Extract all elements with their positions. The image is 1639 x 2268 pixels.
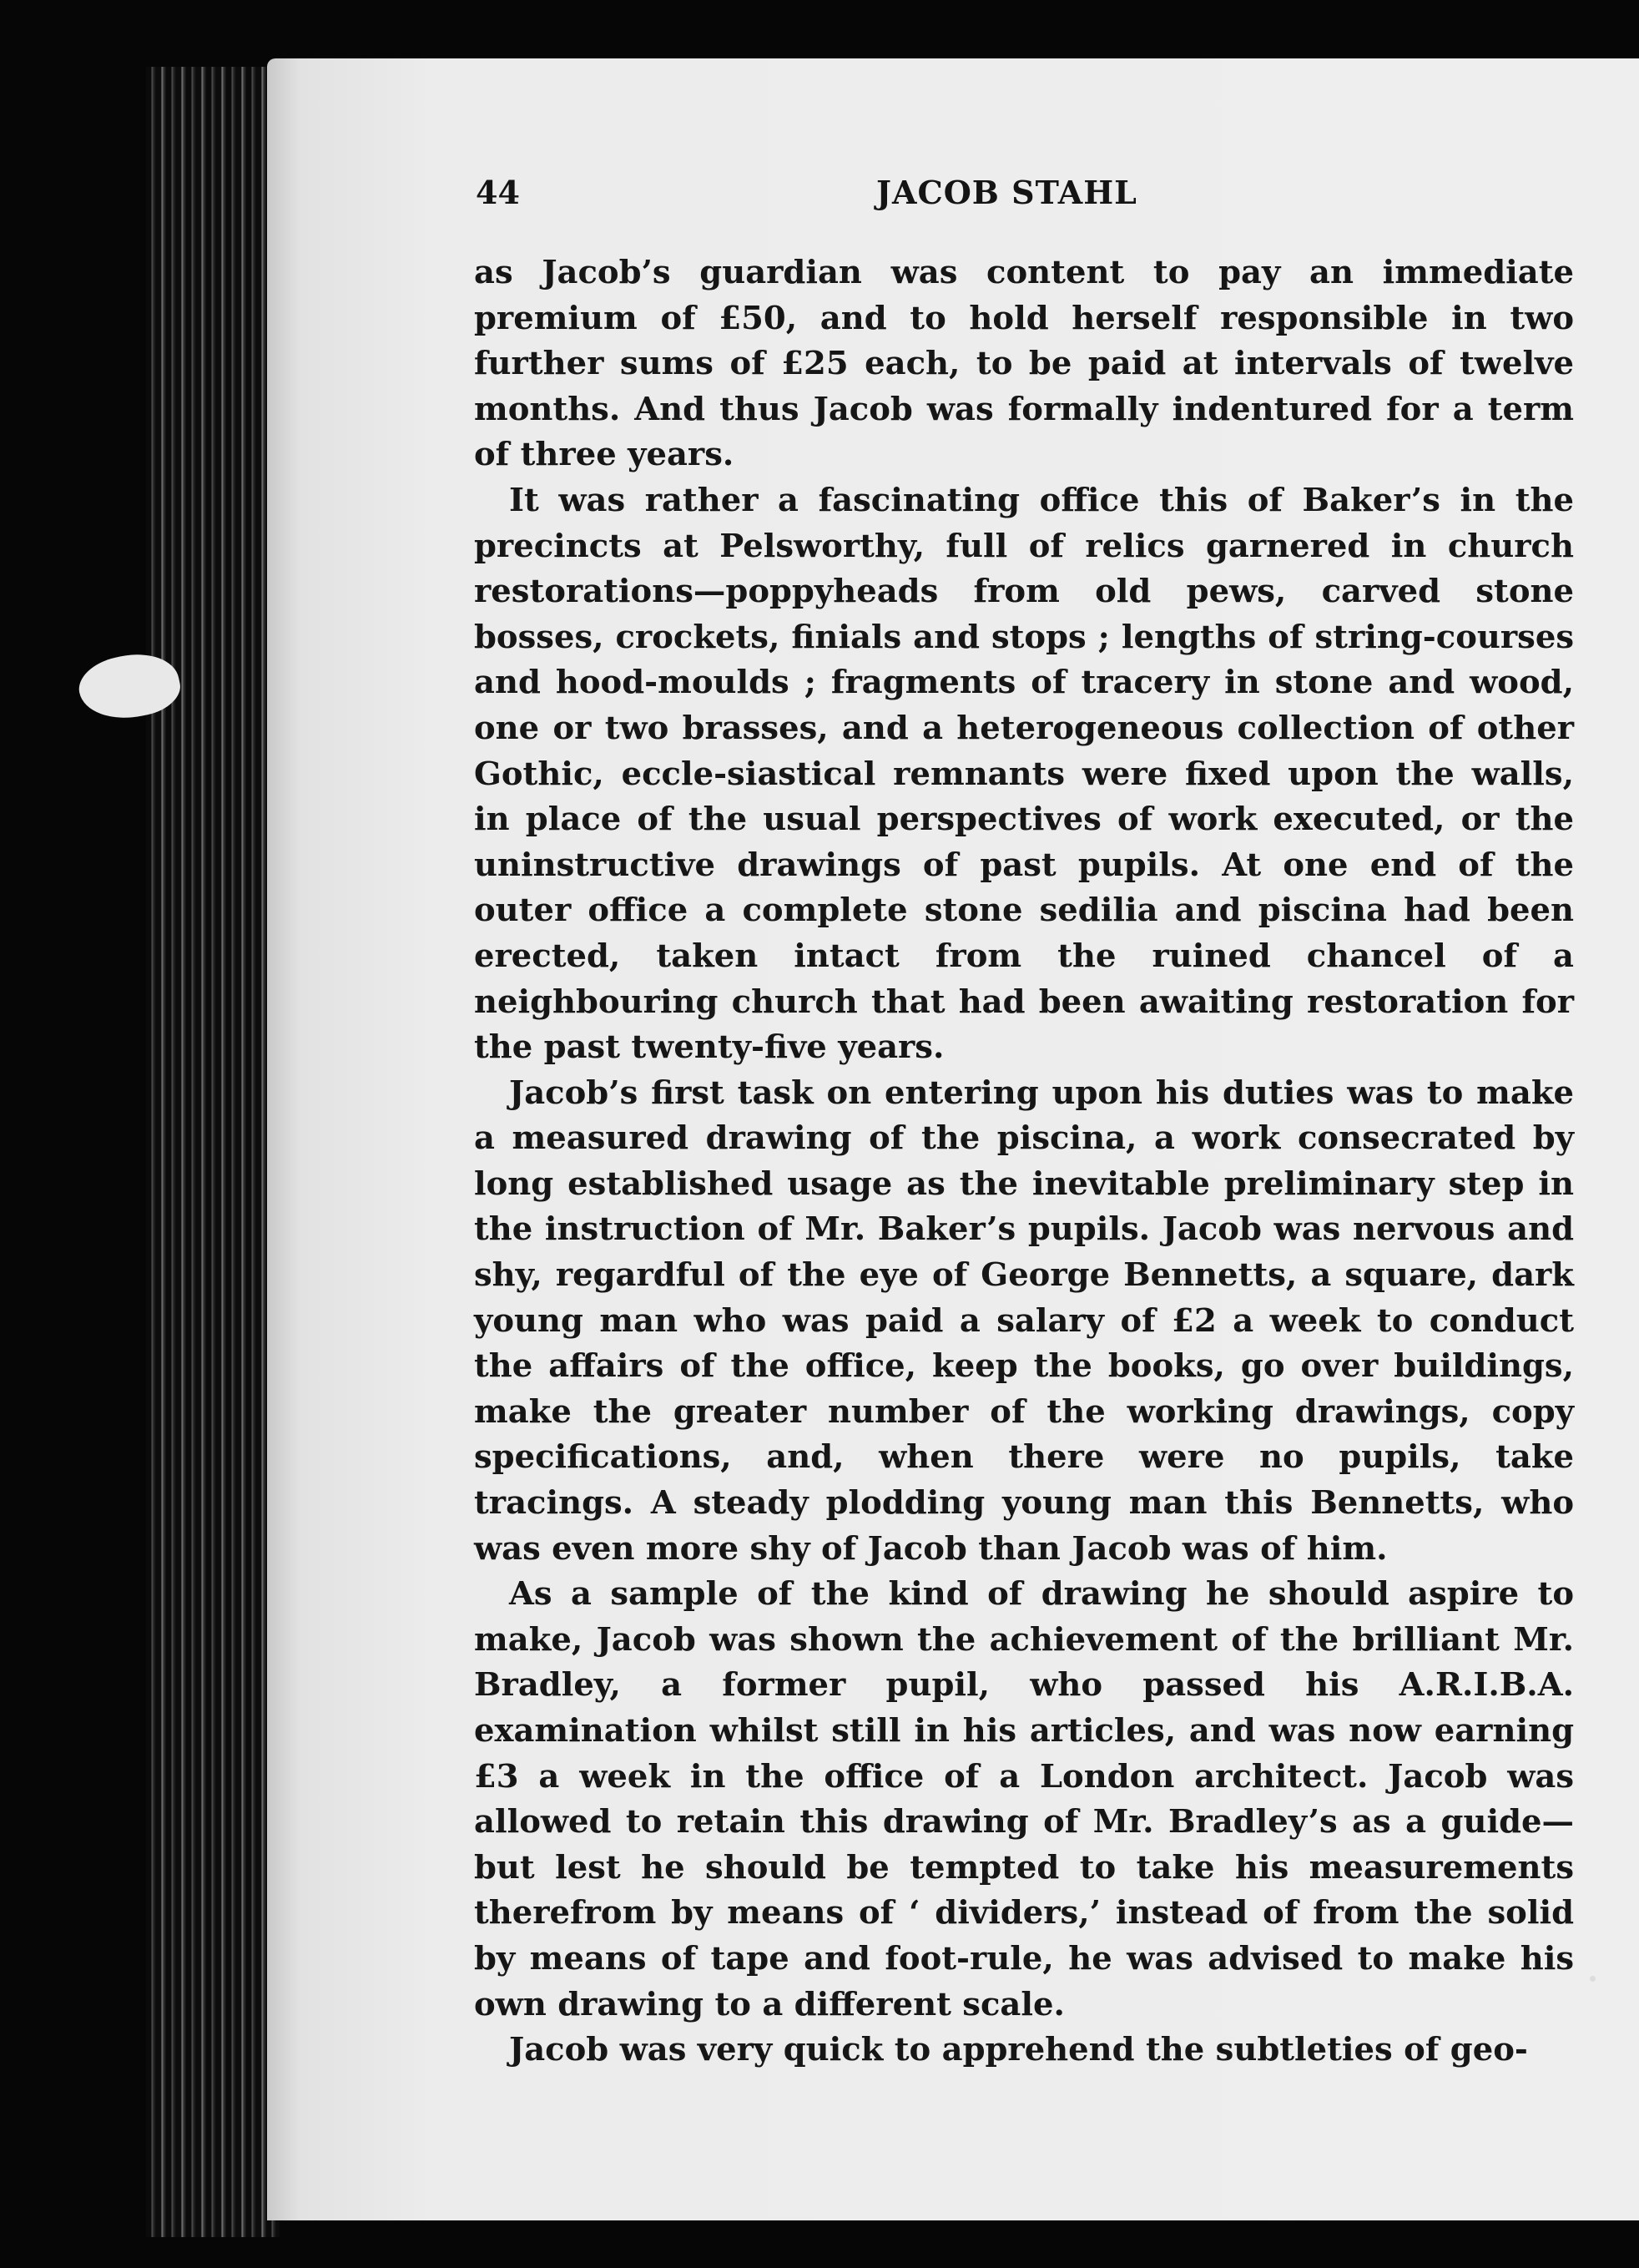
paragraph-3: Jacob’s first task on entering upon his duties was to make a measured drawing of the piscina, a work consecrated by long established usage as the inevitable preliminary step in the instruction of Mr. Baker’s pupils. Jacob was nervous and shy, regardful of the eye of George Bennetts, a square, dark young man who was paid a salary of £2 a week to conduct the affairs of the office, keep the books, go over buildings, make the greater number of the working drawings, copy specifications, and, when there were no pupils, take tracings. A steady plodding young man this Bennetts, who was even more shy of Jacob than Jacob was of him. xyxy=(474,1073,1574,1568)
running-head xyxy=(476,174,1577,224)
paragraph-1: as Jacob’s guardian was content to pay an immediate premium of £50, and to hold herself responsible in two further sums of £25 each, to be paid at intervals of twelve months. And thus Jacob was formally indentured for a term of three years. xyxy=(474,254,1574,474)
body-text xyxy=(474,250,1574,2074)
scan-speck xyxy=(1590,1976,1596,1982)
book-spine xyxy=(146,67,280,2237)
paragraph-5: Jacob was very quick to apprehend the subtleties of geo- xyxy=(509,2031,1528,2069)
paragraph-2: It was rather a fascinating office this of Baker’s in the precincts at Pelsworthy, full of relics garnered in church restorations—poppyheads from old pews, carved stone bosses, crockets, finials and stops ; lengths of string-courses and hood-moulds ; fragments of tracery in stone and wood, one or two brasses, and a heterogeneous collection of other Gothic, eccle-siastical remnants were fixed upon the walls, in place of the usual perspectives of work executed, or the uninstructive drawings of past pupils. At one end of the outer office a complete stone sedilia and piscina had been erected, taken intact from the ruined chancel of a neighbouring church that had been awaiting restoration for the past twenty-five years. xyxy=(474,481,1574,1067)
paragraph-4: As a sample of the kind of drawing he should aspire to make, Jacob was shown the achievement of the brilliant Mr. Bradley, a former pupil, who passed his A.R.I.B.A. examination whilst still in his articles, and was now earning £3 a week in the office of a London architect. Jacob was allowed to retain this drawing of Mr. Bradley’s as a guide—but lest he should be tempted to take his measurements therefrom by means of ‘ dividers,’ instead of from the solid by means of tape and foot-rule, he was advised to make his own drawing to a different scale. xyxy=(474,1575,1574,2023)
page-number: 44 xyxy=(476,174,520,211)
book-title: JACOB STAHL xyxy=(876,174,1137,211)
